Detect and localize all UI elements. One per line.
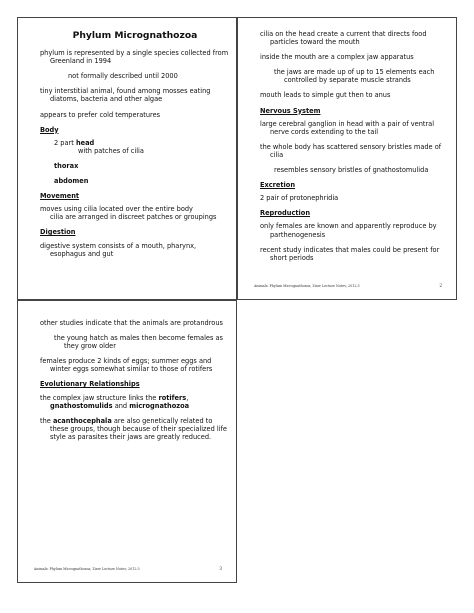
list-item: other studies indicate that the animals are protandrous	[40, 319, 223, 327]
movement-sub-text: cilia are arranged in discreet patches or groupings	[50, 213, 217, 222]
body-parts	[54, 139, 230, 155]
evolution-paragraph-1	[40, 394, 230, 410]
section-heading-excretion: Excretion	[260, 181, 296, 190]
text-run: the complex jaw structure links the	[40, 393, 157, 402]
body-two-part: 2 part	[54, 138, 74, 147]
section-heading-evolution: Evolutionary Relationships	[40, 380, 140, 389]
page-title: Phylum Micrognathozoa	[72, 30, 198, 41]
page-3-content	[40, 319, 230, 448]
text-run: ,	[186, 393, 189, 402]
section-heading-movement: Movement	[40, 192, 80, 201]
movement-text: moves using cilia located over the entire body	[40, 205, 193, 214]
list-item: recent study indicates that males could be present for short periods	[260, 245, 440, 262]
list-item: resembles sensory bristles of gnathostomulida	[274, 166, 429, 175]
slide-page-3	[17, 300, 237, 583]
intro-paragraph: not formally described until 2000	[68, 72, 178, 81]
page-footer	[34, 567, 222, 571]
body-head: head	[75, 138, 95, 147]
section-heading-body: Body	[40, 125, 59, 134]
list-item: the jaws are made up of up to 15 elements each controlled by separate muscle strands	[274, 68, 435, 85]
term-micrognathozoa: micrognathozoa	[129, 401, 190, 410]
slide-page-1	[17, 17, 237, 300]
footer-text: Animals: Phylum Micrognathozoa; Ziser Lecture Notes; 2012.5	[34, 567, 140, 571]
slide-page-2	[237, 17, 457, 300]
list-item: cilia on the head create a current that directs food particles toward the mouth	[260, 30, 427, 47]
list-item: only females are known and apparently reproduce by parthenogenesis	[260, 222, 437, 239]
intro-paragraph: appears to prefer cold temperatures	[40, 110, 161, 119]
evolution-paragraph-2	[40, 417, 230, 441]
list-item: mouth leads to simple gut then to anus	[260, 91, 391, 100]
page-2-content	[260, 30, 450, 269]
term-rotifers: rotifers	[158, 393, 187, 402]
text-run: are also genetically related to these groups, though because of their specialized life style as parasites their jaws are greatly reduced.	[50, 416, 227, 441]
list-item: inside the mouth are a complex jaw apparatus	[260, 53, 414, 62]
page-number: 3	[219, 566, 222, 571]
list-item: females produce 2 kinds of eggs; summer eggs and winter eggs somewhat similar to those of rotifers	[40, 357, 213, 374]
page-footer	[254, 284, 442, 288]
intro-paragraph: tiny interstitial animal, found among mosses eating diatoms, bacteria and other algae	[40, 87, 211, 104]
page-1-content	[40, 28, 230, 265]
text-run: the	[40, 416, 51, 425]
intro-paragraph: phylum is represented by a single species collected from Greenland in 1994	[40, 49, 229, 66]
text-run: and	[114, 401, 128, 410]
body-thorax: thorax	[54, 161, 79, 170]
term-gnathostomulids: gnathostomulids	[50, 401, 113, 410]
section-heading-digestion: Digestion	[40, 228, 76, 237]
footer-text: Animals: Phylum Micrognathozoa; Ziser Lecture Notes; 2012.5	[254, 284, 360, 288]
list-item: the young hatch as males then become females as they grow older	[54, 334, 223, 351]
body-cilia: with patches of cilia	[78, 146, 144, 155]
digestion-paragraph: digestive system consists of a mouth, pharynx, esophagus and gut	[40, 241, 197, 258]
section-heading-nervous: Nervous System	[260, 106, 321, 115]
list-item: 2 pair of protonephridia	[260, 194, 339, 203]
section-heading-reproduction: Reproduction	[260, 209, 311, 218]
page-number: 2	[439, 283, 442, 288]
term-acanthocephala: acanthocephala	[52, 416, 112, 425]
list-item: large cerebral ganglion in head with a pair of ventral nerve cords extending to the tail	[260, 119, 435, 136]
list-item: the whole body has scattered sensory bristles made of cilia	[260, 142, 442, 159]
movement-paragraph	[40, 205, 230, 221]
body-abdomen: abdomen	[54, 177, 89, 186]
